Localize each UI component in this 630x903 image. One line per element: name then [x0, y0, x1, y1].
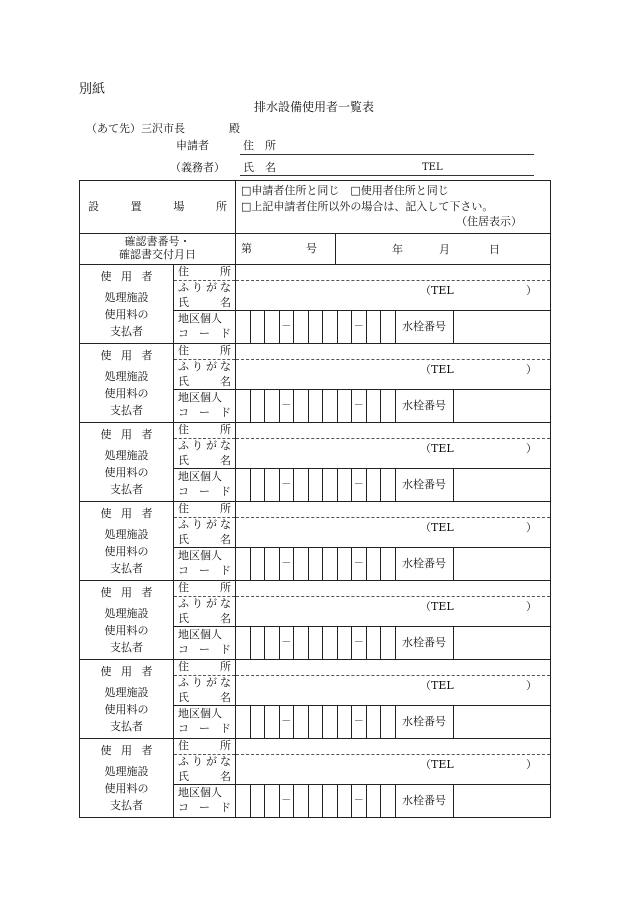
code-digit[interactable]: [367, 706, 382, 738]
installation-location-row: [80, 181, 551, 234]
user-address-row: [80, 660, 551, 676]
code-digit[interactable]: [251, 311, 266, 343]
other-address-option[interactable]: □上記申請者住所以外の場合は、記入して下さい。: [241, 199, 494, 213]
code-digit[interactable]: [309, 706, 324, 738]
tel-open: （TEL: [420, 363, 454, 376]
code-digit[interactable]: [381, 548, 396, 580]
code-digit[interactable]: [265, 785, 280, 817]
obligor-label: （義務者）: [170, 161, 225, 174]
user-address-row: [80, 581, 551, 597]
code-digit[interactable]: [265, 311, 280, 343]
code-digit[interactable]: [323, 627, 338, 659]
code-digit[interactable]: [367, 785, 382, 817]
district-code-label: 地区個人 コ ー ド: [174, 311, 236, 344]
code-digit[interactable]: [381, 469, 396, 501]
code-digit[interactable]: [381, 785, 396, 817]
code-digit[interactable]: [367, 469, 382, 501]
attachment-label: 別紙: [79, 82, 106, 97]
code-digit[interactable]: [294, 706, 309, 738]
code-digit[interactable]: [338, 469, 353, 501]
tel-open: （TEL: [420, 442, 454, 455]
code-dash: －: [352, 311, 367, 343]
confirmation-values: [236, 234, 551, 265]
code-digit[interactable]: [309, 785, 324, 817]
confirmation-number-field[interactable]: 第 号: [236, 234, 336, 264]
code-dash: －: [280, 785, 295, 817]
address-field[interactable]: [236, 344, 551, 360]
code-digit[interactable]: [323, 311, 338, 343]
water-tap-label: 水栓番号: [396, 548, 454, 580]
applicant-name-underline: [240, 175, 534, 176]
name-field[interactable]: [236, 281, 551, 311]
water-tap-field[interactable]: [454, 548, 551, 580]
applicant-address-label: 住 所: [243, 139, 276, 152]
applicant-name-label: 氏 名: [243, 161, 276, 174]
user-payer-label: 使 用 者 処理施設 使用料の 支払者: [80, 502, 174, 581]
tel-close: ）: [526, 521, 537, 534]
address-field[interactable]: [236, 581, 551, 597]
tel-open: （TEL: [420, 521, 454, 534]
district-code-label: 地区個人 コ ー ド: [174, 627, 236, 660]
code-digit[interactable]: [265, 548, 280, 580]
water-tap-field[interactable]: [454, 627, 551, 659]
user-address-row: [80, 502, 551, 518]
user-payer-label: 使 用 者 処理施設 使用料の 支払者: [80, 423, 174, 502]
name-field[interactable]: [236, 360, 551, 390]
code-dash: －: [280, 311, 295, 343]
district-code-field: [236, 311, 551, 344]
district-code-field: [236, 469, 551, 502]
name-field[interactable]: [236, 518, 551, 548]
document-title: 排水設備使用者一覧表: [254, 100, 375, 114]
address-label: 住 所: [174, 581, 236, 597]
tel-close: ）: [526, 363, 537, 376]
water-tap-label: 水栓番号: [396, 469, 454, 501]
water-tap-label: 水栓番号: [396, 311, 454, 343]
code-digit[interactable]: [265, 469, 280, 501]
district-code-label: 地区個人 コ ー ド: [174, 469, 236, 502]
address-field[interactable]: [236, 739, 551, 755]
installation-location-options: [236, 181, 551, 234]
code-digit[interactable]: [323, 548, 338, 580]
code-digit[interactable]: [381, 311, 396, 343]
address-label: 住 所: [174, 344, 236, 360]
code-digit[interactable]: [323, 706, 338, 738]
furigana-name-label: ふ り が な 氏 名: [174, 518, 236, 548]
district-code-field: [236, 548, 551, 581]
applicant-label: 申請者: [176, 139, 209, 152]
code-dash: －: [352, 706, 367, 738]
water-tap-field[interactable]: [454, 469, 551, 501]
furigana-name-label: ふ り が な 氏 名: [174, 360, 236, 390]
district-code-field: [236, 785, 551, 818]
code-dash: －: [352, 548, 367, 580]
address-label: 住 所: [174, 660, 236, 676]
confirmation-date-field[interactable]: 年 月 日: [392, 243, 500, 256]
district-code-label: 地区個人 コ ー ド: [174, 548, 236, 581]
confirmation-row: [80, 234, 551, 265]
code-digit[interactable]: [338, 390, 353, 422]
furigana-name-label: ふ り が な 氏 名: [174, 755, 236, 785]
furigana-name-label: ふ り が な 氏 名: [174, 597, 236, 627]
tel-close: ）: [526, 758, 537, 771]
address-label: 住 所: [174, 265, 236, 281]
address-label: 住 所: [174, 739, 236, 755]
code-digit[interactable]: [265, 706, 280, 738]
code-dash: －: [352, 390, 367, 422]
confirmation-label: 確認書番号・ 確認書交付月日: [80, 234, 236, 265]
user-address-row: [80, 739, 551, 755]
water-tap-label: 水栓番号: [396, 390, 454, 422]
code-digit[interactable]: [294, 627, 309, 659]
addressee-prefix: （あて先）三沢市長: [86, 122, 185, 135]
user-payer-label: 使 用 者 処理施設 使用料の 支払者: [80, 660, 174, 739]
code-digit[interactable]: [294, 548, 309, 580]
code-digit[interactable]: [236, 785, 251, 817]
code-digit[interactable]: [236, 311, 251, 343]
address-field[interactable]: [236, 423, 551, 439]
code-digit[interactable]: [338, 785, 353, 817]
district-code-field: [236, 706, 551, 739]
tel-close: ）: [526, 442, 537, 455]
furigana-name-label: ふ り が な 氏 名: [174, 676, 236, 706]
code-digit[interactable]: [338, 706, 353, 738]
code-digit[interactable]: [309, 548, 324, 580]
code-dash: －: [280, 548, 295, 580]
tel-close: ）: [526, 284, 537, 297]
address-field[interactable]: [236, 660, 551, 676]
name-field[interactable]: [236, 676, 551, 706]
code-digit[interactable]: [309, 627, 324, 659]
applicant-address-underline: [240, 154, 534, 155]
furigana-name-label: ふ り が な 氏 名: [174, 439, 236, 469]
code-digit[interactable]: [367, 390, 382, 422]
user-address-row: [80, 344, 551, 360]
water-tap-label: 水栓番号: [396, 785, 454, 817]
user-address-row: [80, 265, 551, 281]
code-digit[interactable]: [323, 390, 338, 422]
installation-location-label: 設 置 場 所: [80, 181, 236, 234]
code-digit[interactable]: [338, 627, 353, 659]
user-payer-label: 使 用 者 処理施設 使用料の 支払者: [80, 581, 174, 660]
code-dash: －: [280, 706, 295, 738]
tel-close: ）: [526, 600, 537, 613]
code-digit[interactable]: [323, 785, 338, 817]
water-tap-field[interactable]: [454, 706, 551, 738]
code-digit[interactable]: [294, 469, 309, 501]
code-digit[interactable]: [251, 390, 266, 422]
user-address-row: [80, 423, 551, 439]
code-digit[interactable]: [236, 548, 251, 580]
residence-display-label: （住居表示）: [456, 215, 522, 229]
code-dash: －: [352, 627, 367, 659]
name-field[interactable]: [236, 439, 551, 469]
address-label: 住 所: [174, 502, 236, 518]
code-digit[interactable]: [236, 469, 251, 501]
district-code-label: 地区個人 コ ー ド: [174, 706, 236, 739]
address-label: 住 所: [174, 423, 236, 439]
code-digit[interactable]: [236, 390, 251, 422]
applicant-tel-label: TEL: [422, 162, 443, 173]
tel-open: （TEL: [420, 758, 454, 771]
code-digit[interactable]: [338, 311, 353, 343]
code-digit[interactable]: [294, 785, 309, 817]
code-digit[interactable]: [236, 627, 251, 659]
water-tap-field[interactable]: [454, 390, 551, 422]
district-code-field: [236, 627, 551, 660]
code-digit[interactable]: [251, 706, 266, 738]
name-field[interactable]: [236, 597, 551, 627]
water-tap-label: 水栓番号: [396, 706, 454, 738]
code-digit[interactable]: [381, 390, 396, 422]
code-digit[interactable]: [309, 311, 324, 343]
district-code-label: 地区個人 コ ー ド: [174, 785, 236, 818]
address-field[interactable]: [236, 502, 551, 518]
user-list-table: [79, 180, 551, 818]
code-digit[interactable]: [338, 548, 353, 580]
user-payer-label: 使 用 者 処理施設 使用料の 支払者: [80, 265, 174, 344]
user-payer-label: 使 用 者 処理施設 使用料の 支払者: [80, 344, 174, 423]
water-tap-field[interactable]: [454, 785, 551, 817]
code-dash: －: [352, 469, 367, 501]
tel-open: （TEL: [420, 284, 454, 297]
addressee-suffix: 殿: [229, 122, 240, 135]
code-digit[interactable]: [294, 311, 309, 343]
district-code-label: 地区個人 コ ー ド: [174, 390, 236, 423]
code-dash: －: [280, 390, 295, 422]
water-tap-label: 水栓番号: [396, 627, 454, 659]
code-digit[interactable]: [381, 627, 396, 659]
tel-open: （TEL: [420, 600, 454, 613]
water-tap-field[interactable]: [454, 311, 551, 343]
code-digit[interactable]: [367, 548, 382, 580]
code-dash: －: [280, 469, 295, 501]
name-field[interactable]: [236, 755, 551, 785]
code-digit[interactable]: [236, 706, 251, 738]
code-digit[interactable]: [309, 390, 324, 422]
tel-close: ）: [526, 679, 537, 692]
code-dash: －: [280, 627, 295, 659]
district-code-field: [236, 390, 551, 423]
user-payer-label: 使 用 者 処理施設 使用料の 支払者: [80, 739, 174, 818]
furigana-name-label: ふ り が な 氏 名: [174, 281, 236, 311]
same-address-options[interactable]: □申請者住所と同じ □使用者住所と同じ: [241, 184, 449, 197]
address-field[interactable]: [236, 265, 551, 281]
code-digit[interactable]: [251, 785, 266, 817]
code-digit[interactable]: [323, 469, 338, 501]
code-digit[interactable]: [251, 548, 266, 580]
code-digit[interactable]: [381, 706, 396, 738]
code-digit[interactable]: [294, 390, 309, 422]
code-digit[interactable]: [309, 469, 324, 501]
code-digit[interactable]: [367, 627, 382, 659]
code-digit[interactable]: [367, 311, 382, 343]
code-digit[interactable]: [265, 390, 280, 422]
code-digit[interactable]: [251, 469, 266, 501]
code-dash: －: [352, 785, 367, 817]
code-digit[interactable]: [265, 627, 280, 659]
code-digit[interactable]: [251, 627, 266, 659]
tel-open: （TEL: [420, 679, 454, 692]
